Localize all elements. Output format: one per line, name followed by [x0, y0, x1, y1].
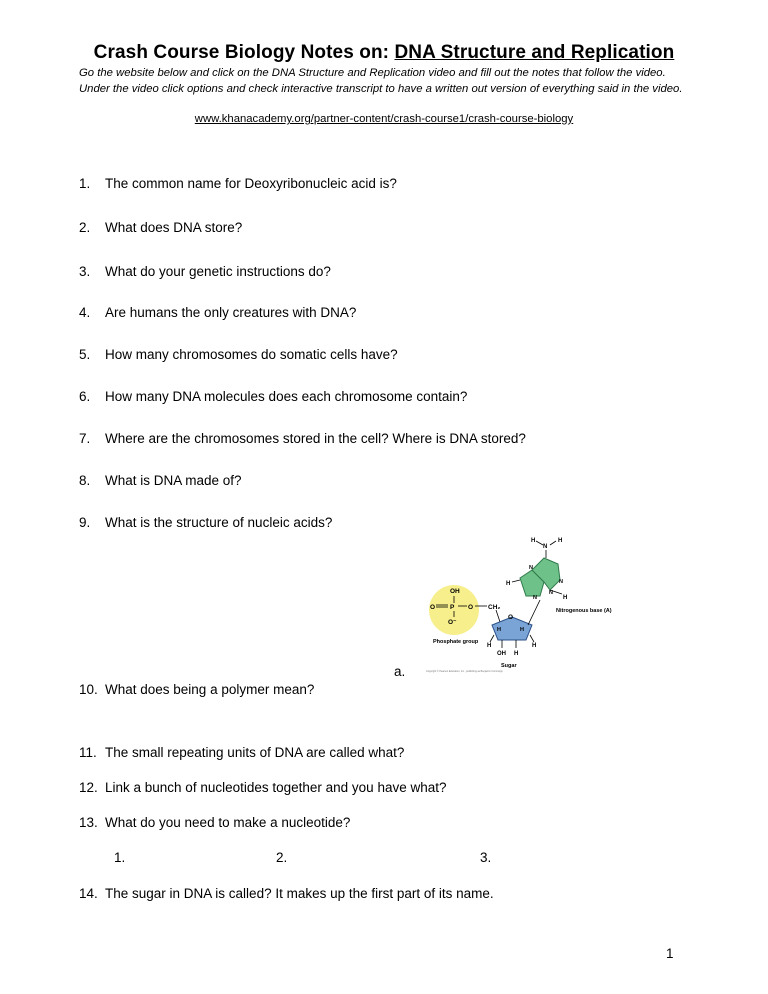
question-12: 12. Link a bunch of nucleotides together and you have what? — [79, 780, 447, 795]
question-8: 8. What is DNA made of? — [79, 473, 242, 488]
question-text: The sugar in DNA is called? It makes up the first part of its name. — [105, 886, 494, 901]
blank-2: 2. — [276, 850, 288, 865]
atom-h-c1: H — [532, 643, 537, 649]
phosphate-label: Phosphate group — [433, 639, 479, 645]
question-10: 10. What does being a polymer mean? — [79, 682, 315, 697]
question-text: Where are the chromosomes stored in the cell? Where is DNA stored? — [105, 431, 526, 446]
atom-o-left: O — [430, 604, 436, 611]
page-title — [0, 42, 768, 64]
question-6: 6. How many DNA molecules does each chromosome contain? — [79, 389, 468, 404]
blank-3: 3. — [480, 850, 492, 865]
question-text: What is the structure of nucleic acids? — [105, 515, 333, 530]
question-13: 13. What do you need to make a nucleotide? — [79, 815, 351, 830]
copyright-note: Copyright © Pearson Education, Inc., publishing as Benjamin Cummings — [426, 670, 503, 673]
atom-h-c4: H — [487, 643, 492, 649]
question-7: 7. Where are the chromosomes stored in the cell? Where is DNA stored? — [79, 431, 526, 446]
nucleotide-diagram — [404, 538, 612, 674]
atom-oh: OH — [450, 588, 460, 595]
instructions-paragraph: Go the website below and click on the DNA Structure and Replication video and fill out the notes that follow the video. Under the video click options and check interactive transcript to have a written out version of everything said in the video. — [79, 67, 683, 95]
question-1: 1. The common name for Deoxyribonucleic acid is? — [79, 176, 397, 191]
page-number: 1 — [666, 946, 674, 961]
question-11: 11. The small repeating units of DNA are called what? — [79, 745, 405, 760]
question-text: How many chromosomes do somatic cells have? — [105, 347, 398, 362]
title-prefix: Crash Course Biology Notes on: — [93, 42, 395, 63]
question-text: The small repeating units of DNA are called what? — [105, 745, 405, 760]
atom-ch2: CH₂ — [488, 604, 501, 611]
question-9: 9. What is the structure of nucleic acids? — [79, 515, 333, 530]
question-text: What does DNA store? — [105, 220, 243, 235]
question-3: 3. What do your genetic instructions do? — [79, 264, 331, 279]
question-2: 2. What does DNA store? — [79, 220, 243, 235]
atom-n7: N — [529, 565, 533, 571]
title-topic: DNA Structure and Replication — [394, 42, 675, 63]
video-link[interactable]: www.khanacademy.org/partner-content/crash-course1/crash-course-biology — [194, 113, 574, 125]
atom-h-ring-left: H — [497, 627, 501, 633]
atom-h-amine-right: H — [558, 538, 563, 544]
atom-h-c2-base: H — [563, 595, 568, 601]
question-14: 14. The sugar in DNA is called? It makes up the first part of its name. — [79, 886, 494, 901]
atom-n6: N — [543, 544, 548, 550]
question-4: 4. Are humans the only creatures with DNA? — [79, 305, 357, 320]
sugar-label: Sugar — [501, 663, 517, 669]
base-label: Nitrogenous base (A) — [556, 608, 612, 614]
question-text: How many DNA molecules does each chromosome contain? — [105, 389, 468, 404]
question-text: The common name for Deoxyribonucleic acid is? — [105, 176, 397, 191]
question-text: Link a bunch of nucleotides together and you have what? — [105, 780, 447, 795]
question-text: What do your genetic instructions do? — [105, 264, 331, 279]
blank-1: 1. — [114, 850, 126, 865]
figure-label: a. — [394, 664, 406, 679]
atom-o-right: O — [468, 604, 474, 611]
question-5: 5. How many chromosomes do somatic cells have? — [79, 347, 398, 362]
atom-n3: N — [549, 590, 553, 596]
atom-p: P — [450, 604, 455, 611]
question-text: Are humans the only creatures with DNA? — [105, 305, 357, 320]
atom-o-minus: O⁻ — [448, 619, 457, 626]
atom-o-ring: O — [508, 614, 514, 621]
atom-h-amine-left: H — [531, 538, 536, 544]
atom-oh-sugar: OH — [497, 651, 506, 657]
atom-h-c8: H — [506, 581, 511, 587]
question-text: What do you need to make a nucleotide? — [105, 815, 351, 830]
atom-h-c2: H — [514, 651, 519, 657]
atom-n1: N — [559, 579, 563, 585]
question-text: What does being a polymer mean? — [105, 682, 315, 697]
question-text: What is DNA made of? — [105, 473, 242, 488]
atom-h-ring-right: H — [520, 627, 524, 633]
atom-n9: N — [533, 595, 537, 601]
